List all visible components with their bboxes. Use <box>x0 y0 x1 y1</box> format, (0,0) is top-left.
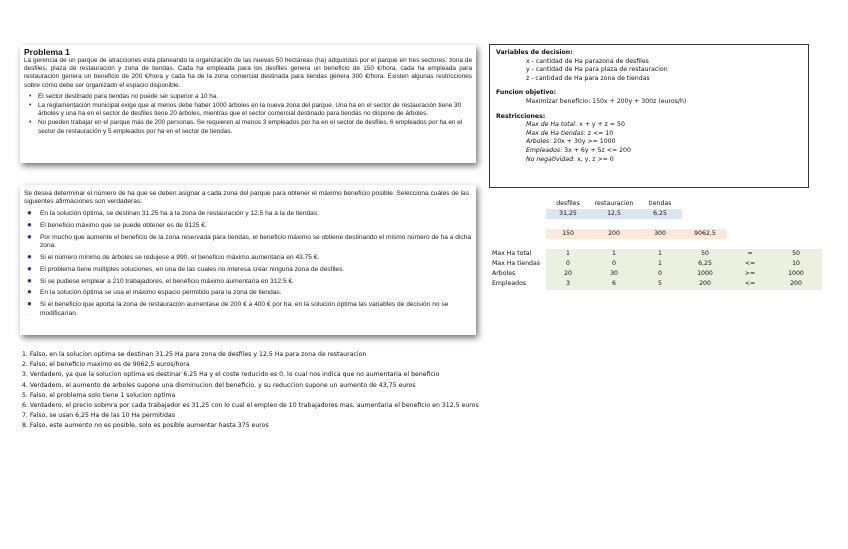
cell[interactable]: 200 <box>790 280 802 287</box>
answers-list <box>22 350 479 432</box>
list-item: ● Por mucho que aumente el beneficio de la zona reservada para tiendas, el beneficio máximo se obtiene destinando el mismo número de ha a dicha zona. <box>27 231 472 249</box>
solution-z[interactable]: 6,25 <box>653 210 667 217</box>
answer-item[interactable]: 2. Falso, el beneficio maximo es de 9062,5 euros/hora <box>22 361 190 369</box>
restrictions-heading: Restricciones: <box>496 112 546 120</box>
questions-intro: Se desea determinar el número de ha que se deben asignar a cada zona del parque para obtener el máximo beneficio posible. Selecciona cuáles de las siguientes afirmaciones son verdaderas: <box>24 190 470 206</box>
objective-function: Maximizar beneficio: 150x + 200y + 300z (euros/h) <box>526 97 687 105</box>
coef-y[interactable]: 200 <box>608 230 620 237</box>
bullet-icon: ● <box>27 231 32 241</box>
problem-constraints-list <box>24 93 472 136</box>
cell[interactable]: = <box>747 250 753 257</box>
cell[interactable]: 10 <box>792 260 800 267</box>
variables-heading: Variables de decision: <box>496 49 573 56</box>
bullet-icon: • <box>29 102 32 110</box>
bullet-icon: ● <box>27 219 32 229</box>
questions-image <box>20 185 476 335</box>
bullet-icon: ● <box>27 275 32 285</box>
cell[interactable]: 20 <box>564 270 572 277</box>
list-item: ● El problema tiene múltiples soluciones, en una de las cuales no interesa crear ninguna zona de desfiles. <box>27 263 345 273</box>
problem-intro: La gerencia de un parque de atracciones está planeando la organización de las nuevas 50 hectáreas (ha) adquiridas por el parque en tres sectores: zona de desfiles, plaza de restauración y zona de tiendas. Cada ha empleada para los desfiles genera un beneficio de 150 €/hora, cada ha empleada para restauración genera un beneficio de 200 €/hora y cada ha de la zona comercial destinada para tiendas genera 300 €/hora. Existen algunas restricciones sobre cómo debe ser organizado el espacio disponible. <box>24 57 472 89</box>
cell[interactable]: 50 <box>792 250 800 257</box>
row-label[interactable]: Max Ha total <box>492 250 532 257</box>
answer-item[interactable]: 3. Verdadero, ya que la solucion optima es destinar 6,25 Ha y el coste reducido es 0, lo cual nos indica que no aumentaria el beneficio <box>22 371 440 379</box>
coef-x[interactable]: 150 <box>562 230 574 237</box>
row-label[interactable]: Empleados <box>492 280 527 287</box>
answer-item[interactable]: 1. Falso, en la solucion optima se destinan 31,25 Ha para zona de desfiles y 12,5 Ha para zona de restauracion <box>22 351 367 358</box>
problem-statement-image <box>20 45 476 163</box>
list-item: ● Si el número mínimo de árboles se redujese a 990, el beneficio máximo aumentaría en 43.75 €. <box>27 251 320 261</box>
restriction-tiendas: Max de Ha tiendas: z <= 10 <box>526 129 614 137</box>
cell[interactable]: 0 <box>658 270 662 277</box>
bullet-icon: ● <box>27 287 32 297</box>
bullet-icon: ● <box>27 299 32 309</box>
cell[interactable]: 1000 <box>697 270 713 277</box>
problem-title: Problema 1 <box>24 47 70 57</box>
list-item: ● Si el beneficio que aporta la zona de restauración aumentase de 200 € a 400 € por ha, en la solución óptima las variables de decisión no se modificarían. <box>27 299 449 317</box>
list-item: ● El beneficio máximo que se puede obtener es de 9125 €. <box>27 219 207 229</box>
header-restauracion[interactable]: restauracion <box>594 200 634 207</box>
restriction-empleados: Empleados: 3x + 6y + 5z <= 200 <box>526 146 631 154</box>
bullet-icon: ● <box>27 263 32 273</box>
cell[interactable]: 1000 <box>788 270 804 277</box>
bullet-icon: ● <box>27 207 32 217</box>
list-item: • La reglamentación municipal exige que al menos debe haber 1000 árboles en la nueva zona del parque. Una ha en el sector de restauración tiene 30 árboles y una ha en el sector de desfiles tiene 20 árboles, mientras que el sector comercial destinado para tiendas no dispone de árboles. <box>29 102 462 118</box>
cell[interactable]: 5 <box>658 280 662 287</box>
list-item: ● Si se pudiese emplear a 210 trabajadores, el beneficio máximo aumentaría en 312.5 €. <box>27 275 295 285</box>
variable-x: x - cantidad de Ha parazona de desfiles <box>526 57 649 65</box>
cell[interactable]: <= <box>744 280 756 287</box>
cell[interactable]: 200 <box>699 280 711 287</box>
list-item: • No pueden trabajar en el parque más de 200 personas. Se requieren al menos 3 empleados por ha en el sector de desfiles, 6 empleados por ha en el sector de restauración y 5 empleados por ha en el sector de tiendas. <box>29 119 463 135</box>
coef-z[interactable]: 300 <box>654 230 666 237</box>
cell[interactable]: 1 <box>658 250 662 257</box>
cell[interactable]: 6 <box>612 280 616 287</box>
cell[interactable]: 50 <box>701 250 709 257</box>
objective-heading: Funcion objetivo: <box>496 89 557 97</box>
list-item: • El sector destinado para tiendas no puede ser superior a 10 ha. <box>29 92 219 100</box>
cell[interactable]: 1 <box>566 250 570 257</box>
list-item: ● En la solución óptima se usa el máximo espacio permitido para la zona de tiendas. <box>27 287 282 297</box>
cell[interactable]: 3 <box>566 280 570 287</box>
restriction-total: Max de Ha total: x + y + z = 50 <box>526 121 625 129</box>
answer-item[interactable]: 6. Verdadero, el precio sobmra por cada trabajador es 31,25 con lo cual el empleo de 10 trabajadores mas, aumentaria el beneficio en 312,5 euros <box>22 402 479 410</box>
answer-item[interactable]: 7. Falso, se usan 6,25 Ha de las 10 Ha permitidas <box>22 412 175 420</box>
row-label[interactable]: Arboles <box>492 270 516 277</box>
bullet-icon: ● <box>27 251 32 261</box>
cell[interactable]: 1 <box>658 260 662 267</box>
model-definition-box[interactable] <box>489 44 809 188</box>
cell[interactable]: >= <box>744 270 756 277</box>
answer-item[interactable]: 8. Falso, este aumento no es posible, solo es posible aumentar hasta 375 euros <box>22 422 269 430</box>
list-item: ● En la solución óptima, se destinan 31.25 ha a la zona de restauración y 12.5 ha a la de tiendas. <box>27 207 319 217</box>
answer-item[interactable]: 5. Falso, el problema solo tiene 1 solucion optima <box>22 391 176 399</box>
answer-item[interactable]: 4. Verdadero, el aumento de arboles supone una disminucion del beneficio, y su reduccion supone un aumento de 43,75 euros <box>22 381 416 389</box>
cell[interactable]: 30 <box>610 270 618 277</box>
objective-value[interactable]: 9062,5 <box>694 230 716 237</box>
cell[interactable]: <= <box>744 260 756 267</box>
restriction-arboles: Arboles: 20x + 30y >= 1000 <box>526 138 616 146</box>
statements-list <box>24 207 472 318</box>
cell[interactable]: 0 <box>612 260 616 267</box>
cell[interactable]: 6,25 <box>698 260 712 267</box>
cell[interactable]: 0 <box>566 260 570 267</box>
restriction-no-negatividad: No negatividad: x, y, z >= 0 <box>526 155 614 163</box>
solution-x[interactable]: 31,25 <box>559 210 577 217</box>
header-desfiles[interactable]: desfiles <box>556 200 580 207</box>
bullet-icon: • <box>29 92 32 100</box>
row-label[interactable]: Max Ha tiendas <box>492 260 540 267</box>
variable-z: z - cantidad de Ha para zona de tiendas <box>526 74 650 82</box>
solution-y[interactable]: 12,5 <box>607 210 621 217</box>
bullet-icon: • <box>29 119 32 127</box>
variable-y: y - cantidad de Ha para plaza de restauracion <box>526 66 668 74</box>
header-tiendas[interactable]: tiendas <box>648 200 672 207</box>
cell[interactable]: 1 <box>612 250 616 257</box>
